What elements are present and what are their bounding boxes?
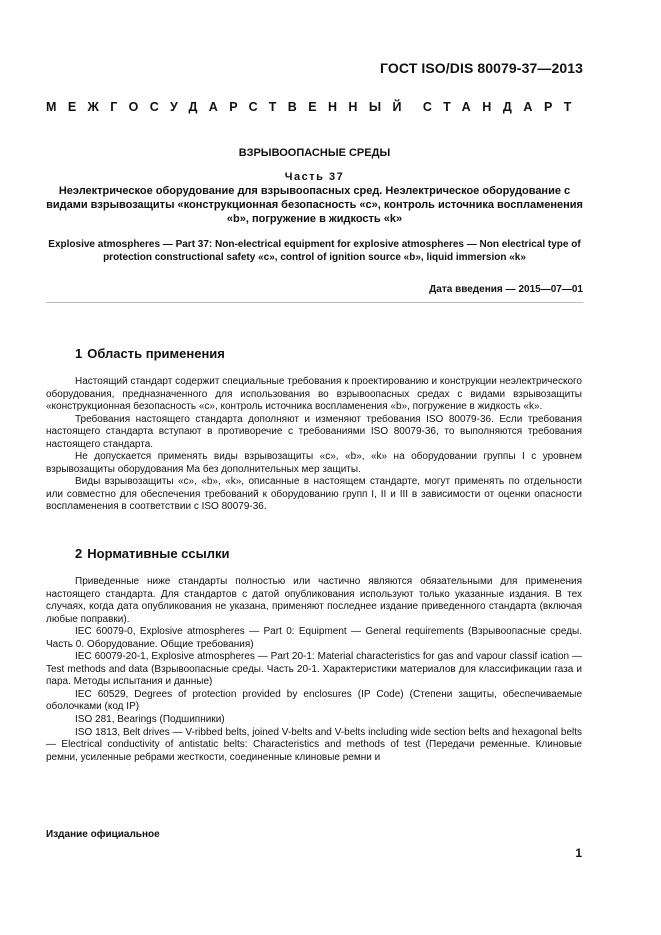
document-title: ВЗРЫВООПАСНЫЕ СРЕДЫ — [238, 147, 391, 159]
paragraph: Приведенные ниже стандарты полностью или частично являются обязательными для применения настоящего стандарта. Для стандартов с датой опубликования используют только указанные издания. В тех случаях, когда дата опубликования не указана, применяют последнее издание приведенного стандарта (включая любые поправки). — [46, 576, 582, 625]
introduction-date — [429, 284, 583, 295]
divider-rule — [46, 302, 583, 303]
part-label: Часть 37 — [284, 171, 345, 183]
official-edition-note: Издание официальное — [46, 829, 160, 840]
reference-item: IEC 60079-0, Explosive atmospheres — Part 0: Equipment — General requirements (Взрывоопасные среды. Часть 0. Оборудование. Общие требования) — [46, 626, 582, 650]
section-1-heading — [75, 346, 225, 361]
paragraph: Не допускается применять виды взрывозащиты «с», «b», «k» на оборудовании группы I с уровнем взрывозащиты оборудования Ма без дополнительных мер защиты. — [46, 451, 582, 475]
english-subtitle: Explosive atmospheres — Part 37: Non-electrical equipment for explosive atmospheres — Non electrical type of protection constructional safety «с», control of ignition source «b», liquid immersion «k» — [48, 239, 581, 263]
page-number: 1 — [575, 846, 582, 860]
paragraph: Настоящий стандарт содержит специальные требования к проектированию и конструкции неэлектрического оборудования, предназначенного для использования во взрывоопасных средах с видами взрывозащиты «конструкционная безопасность «с», контроль источника воспламенения «b», погружение в жидкость «k». — [46, 376, 582, 413]
reference-item: IEC 60079-20-1, Explosive atmospheres — Part 20-1: Material characteristics for gas and vapour classif ication — Test methods and data (Взрывоопасные среды. Часть 20-1. Характеристики материалов для классификации газа и пара. Методы испытания и данные) — [46, 651, 582, 688]
paragraph: Виды взрывозащиты «с», «b», «k», описанные в настоящем стандарте, могут применять по отдельности или совместно для обеспечения требований к оборудованию групп I, II и III в зависимости от оценки опасности воспламенения в соответствии с ISO 80079-36. — [46, 476, 582, 513]
banner-word-standard: СТАНДАРТ — [422, 100, 583, 114]
paragraph: Требования настоящего стандарта дополняют и изменяют требования ISO 80079-36. Если требования настоящего стандарта вступают в противоречие с требованиями ISO 80079-36, то выполняются требования настоящего стандарта. — [46, 413, 582, 450]
section-number: 1 — [75, 346, 83, 361]
banner-word-interstate: МЕЖГОСУДАРСТВЕННЫЙ — [46, 100, 413, 114]
standard-banner — [46, 100, 583, 114]
section-number: 2 — [75, 546, 83, 561]
reference-item: ISO 281, Bearings (Подшипники) — [75, 714, 225, 726]
reference-item: IEC 60529, Degrees of protection provided by enclosures (IP Code) (Степени защиты, обеспечиваемые оболочками (код IP) — [46, 688, 582, 713]
introduction-date-value: 2015—07—01 — [518, 284, 583, 295]
section-2-body — [46, 576, 582, 764]
reference-item: ISO 1813, Belt drives — V-ribbed belts, joined V-belts and V-belts including wide section belts and hexagonal belts — Electrical conductivity of antistatic belts: Characteristics and methods of test (Передачи ременные. Клиновые ремни, усиленные ребрами жесткости, соединенные клиновые ремни и — [46, 726, 582, 763]
section-2-heading — [75, 546, 229, 561]
russian-subtitle: Неэлектрическое оборудование для взрывоопасных сред. Неэлектрическое оборудование с видами взрывозащиты «конструкционная безопасность «с», контроль источника воспламенения «b», погружение в жидкость «k» — [46, 185, 583, 225]
section-title: Область применения — [87, 346, 225, 361]
standard-code: ГОСТ ISO/DIS 80079-37—2013 — [380, 60, 583, 76]
section-1-body — [46, 376, 582, 514]
introduction-date-label: Дата введения — — [429, 284, 516, 295]
section-title: Нормативные ссылки — [87, 546, 230, 561]
